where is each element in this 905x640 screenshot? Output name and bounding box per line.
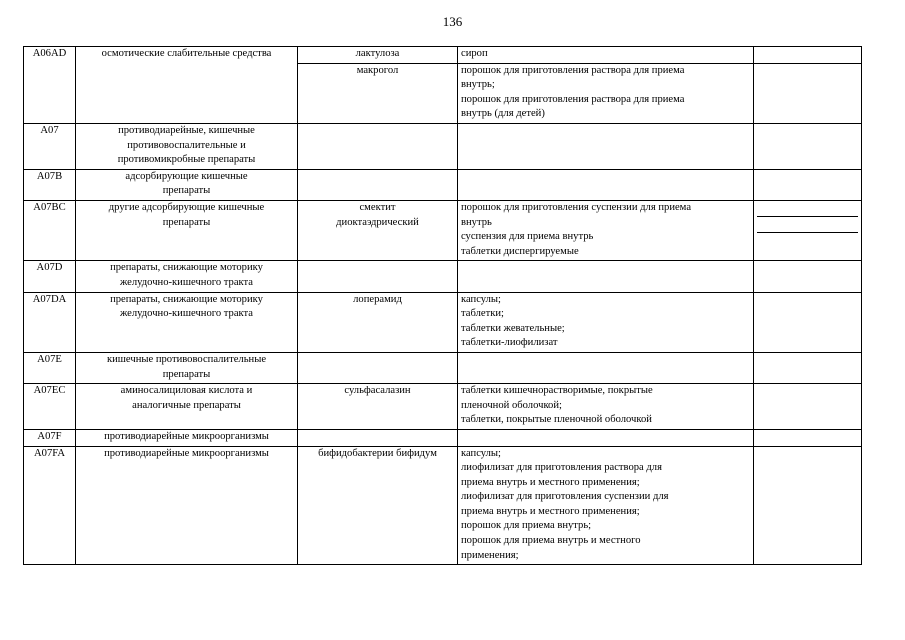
table-body — [24, 47, 862, 565]
cell-line: препараты — [162, 216, 211, 228]
cell-line: порошок для приема внутрь; — [461, 520, 592, 532]
table-row — [24, 200, 862, 260]
cell-line: суспензия для приема внутрь — [461, 231, 594, 243]
drug-name-cell — [298, 384, 458, 430]
dosage-form-cell — [458, 200, 754, 260]
atc-code: A07E — [37, 353, 62, 365]
cell-line: таблетки, покрытые пленочной оболочкой — [461, 414, 652, 426]
table-row — [24, 169, 862, 200]
drug-name-cell — [298, 47, 458, 64]
atc-code: A07DA — [32, 293, 67, 305]
drug-classification-table — [23, 46, 862, 565]
cell-line: кишечные противовоспалительные — [106, 353, 267, 365]
empty-cell — [754, 384, 862, 430]
empty-cell — [754, 169, 862, 200]
atc-code: A07 — [40, 124, 59, 136]
table-row — [24, 123, 862, 169]
dosage-form-cell — [458, 123, 754, 169]
cell-line: лоперамид — [353, 293, 402, 305]
empty-sub-cell — [757, 217, 858, 233]
atc-code-cell — [24, 446, 76, 565]
cell-line: противодиарейные микроорганизмы — [104, 447, 269, 459]
drug-name-cell — [298, 169, 458, 200]
cell-line: внутрь; — [461, 79, 495, 91]
atc-code-cell — [24, 292, 76, 352]
cell-line: порошок для приготовления раствора для приема — [461, 64, 685, 76]
cell-line: лиофилизат для приготовления суспензии для — [461, 491, 669, 503]
anatomical-therapeutic-group-cell — [76, 200, 298, 260]
drug-name-cell — [298, 200, 458, 260]
anatomical-therapeutic-group-cell — [76, 429, 298, 446]
cell-line: противовоспалительные и — [127, 139, 246, 151]
empty-cell — [754, 292, 862, 352]
dosage-form-cell — [458, 261, 754, 292]
cell-line: макрогол — [356, 64, 399, 76]
cell-line: внутрь (для детей) — [461, 108, 545, 120]
empty-sub-cell — [757, 233, 858, 248]
anatomical-therapeutic-group-cell — [76, 384, 298, 430]
empty-cell — [754, 63, 862, 123]
drug-name-cell — [298, 446, 458, 565]
atc-code-cell — [24, 429, 76, 446]
anatomical-therapeutic-group-cell — [76, 446, 298, 565]
dosage-form-cell — [458, 63, 754, 123]
atc-code: A07FA — [34, 447, 65, 459]
atc-code-cell — [24, 47, 76, 124]
empty-cell — [754, 47, 862, 64]
drug-name-cell — [298, 429, 458, 446]
empty-cell — [754, 261, 862, 292]
cell-line: таблетки диспергируемые — [461, 245, 579, 257]
cell-line: лактулоза — [355, 48, 400, 59]
cell-line: сульфасалазин — [344, 385, 411, 397]
dosage-form-cell — [458, 352, 754, 383]
cell-line: внутрь — [461, 216, 492, 228]
table-row — [24, 352, 862, 383]
atc-code-cell — [24, 169, 76, 200]
cell-line: таблетки жевательные; — [461, 322, 565, 334]
cell-line: диоктаэдрический — [336, 216, 419, 228]
drug-name-cell — [298, 352, 458, 383]
atc-code-cell — [24, 200, 76, 260]
empty-cell — [754, 446, 862, 565]
cell-line: противодиарейные, кишечные — [118, 124, 255, 136]
cell-line: приема внутрь и местного применения; — [461, 505, 640, 517]
cell-line: смектит — [359, 201, 396, 213]
cell-line: таблетки; — [461, 308, 504, 320]
cell-line: желудочно-кишечного тракта — [120, 308, 253, 320]
cell-line: аминосалициловая кислота и — [120, 385, 253, 397]
cell-line: другие адсорбирующие кишечные — [108, 201, 265, 213]
cell-line: приема внутрь и местного применения; — [461, 476, 640, 488]
dosage-form-cell — [458, 47, 754, 64]
cell-line: препараты, снижающие моторику — [110, 262, 263, 274]
table-row — [24, 446, 862, 565]
atc-code: A07EC — [33, 385, 66, 397]
empty-cell — [754, 352, 862, 383]
table-row — [24, 261, 862, 292]
atc-code-cell — [24, 123, 76, 169]
cell-line: применения; — [461, 549, 519, 561]
drug-name-cell — [298, 123, 458, 169]
cell-line: адсорбирующие кишечные — [125, 170, 248, 182]
drug-name-cell — [298, 261, 458, 292]
atc-code: A07B — [36, 170, 63, 182]
empty-sub-cell — [757, 201, 858, 217]
anatomical-therapeutic-group-cell — [76, 352, 298, 383]
drug-name-cell — [298, 292, 458, 352]
atc-code: A07D — [36, 262, 63, 274]
cell-line: пленочной оболочкой; — [461, 399, 562, 411]
empty-cell — [754, 123, 862, 169]
atc-code-cell — [24, 261, 76, 292]
empty-cell — [754, 429, 862, 446]
cell-line: препараты, снижающие моторику — [110, 293, 263, 305]
anatomical-therapeutic-group-cell — [76, 123, 298, 169]
atc-code: A07BC — [33, 201, 66, 213]
cell-line: лиофилизат для приготовления раствора для — [461, 462, 662, 474]
cell-line: порошок для приготовления раствора для приема — [461, 93, 685, 105]
atc-code-cell — [24, 352, 76, 383]
cell-line: осмотические слабительные средства — [101, 48, 272, 59]
cell-line: противомикробные препараты — [117, 154, 256, 166]
cell-line: капсулы; — [461, 447, 501, 459]
cell-line: таблетки-лиофилизат — [461, 337, 558, 349]
anatomical-therapeutic-group-cell — [76, 47, 298, 124]
dosage-form-cell — [458, 446, 754, 565]
dosage-form-cell — [458, 292, 754, 352]
table-row — [24, 47, 862, 64]
anatomical-therapeutic-group-cell — [76, 261, 298, 292]
cell-line: таблетки кишечнорастворимые, покрытые — [461, 385, 653, 397]
cell-line: бифидобактерии бифидум — [318, 447, 437, 459]
cell-line: препараты — [162, 368, 211, 380]
drug-name-cell — [298, 63, 458, 123]
cell-line: порошок для приготовления суспензии для приема — [461, 201, 692, 213]
atc-code: A07F — [37, 430, 62, 442]
cell-line: порошок для приема внутрь и местного — [461, 535, 641, 547]
table-row — [24, 292, 862, 352]
cell-line: противодиарейные микроорганизмы — [104, 430, 269, 442]
empty-cell — [754, 200, 862, 260]
cell-line: аналогичные препараты — [132, 399, 241, 411]
anatomical-therapeutic-group-cell — [76, 292, 298, 352]
atc-code: A06AD — [32, 48, 67, 59]
dosage-form-cell — [458, 429, 754, 446]
table-row — [24, 384, 862, 430]
table-row — [24, 429, 862, 446]
cell-line: препараты — [162, 185, 211, 197]
dosage-form-cell — [458, 384, 754, 430]
cell-line: сироп — [461, 48, 488, 59]
cell-line: желудочно-кишечного тракта — [120, 276, 253, 288]
atc-code-cell — [24, 384, 76, 430]
cell-line: капсулы; — [461, 293, 501, 305]
dosage-form-cell — [458, 169, 754, 200]
page-number: 136 — [442, 14, 463, 29]
anatomical-therapeutic-group-cell — [76, 169, 298, 200]
